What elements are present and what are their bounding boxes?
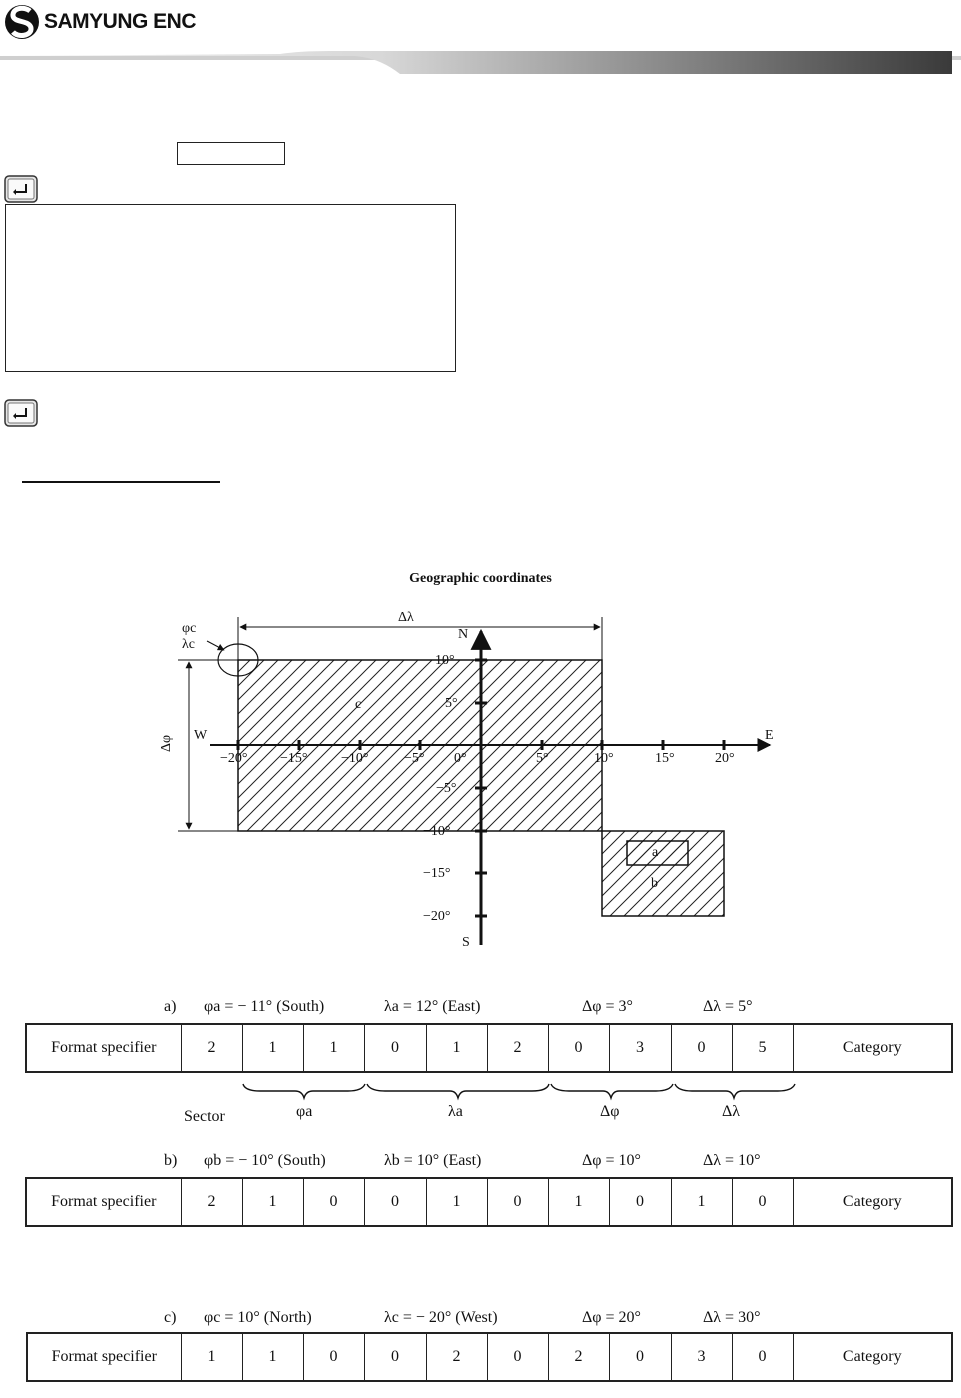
table-c-dlambda: Δλ = 30° bbox=[703, 1309, 761, 1326]
brace-phi-label: φa bbox=[296, 1103, 313, 1120]
lambda-c-label: λc bbox=[182, 637, 196, 652]
digit-cell: 0 bbox=[732, 1178, 793, 1226]
category-cell: Category bbox=[793, 1024, 952, 1072]
digit-cell: 0 bbox=[609, 1178, 671, 1226]
x-tick-label: −5° bbox=[404, 751, 425, 766]
table-c-letter: c) bbox=[164, 1309, 177, 1326]
brace-lambda-label: λa bbox=[448, 1103, 463, 1120]
digit-cell: 0 bbox=[303, 1178, 364, 1226]
dlambda-label: Δλ bbox=[398, 610, 414, 625]
digit-cell: 0 bbox=[487, 1178, 548, 1226]
x-tick-label: −15° bbox=[280, 751, 308, 766]
table-b-dlambda: Δλ = 10° bbox=[703, 1152, 761, 1169]
digit-cell: 0 bbox=[487, 1333, 548, 1381]
area-c-label: c bbox=[355, 697, 362, 712]
digit-cell: 1 bbox=[303, 1024, 364, 1072]
format-table-b bbox=[25, 1177, 953, 1227]
digit-cell: 2 bbox=[548, 1333, 609, 1381]
table-c-dphi: Δφ = 20° bbox=[582, 1309, 641, 1326]
y-tick-label: 5° bbox=[445, 696, 458, 711]
table-a-braces bbox=[0, 1078, 961, 1108]
y-tick-label: −15° bbox=[423, 866, 451, 881]
x-tick-label: 20° bbox=[715, 751, 735, 766]
digit-cell: 1 bbox=[242, 1024, 303, 1072]
x-tick-label: 10° bbox=[594, 751, 614, 766]
digit-cell: 3 bbox=[609, 1024, 671, 1072]
table-b-phi: φb = − 10° (South) bbox=[204, 1152, 326, 1169]
digit-cell: 2 bbox=[181, 1178, 242, 1226]
digit-cell: 0 bbox=[548, 1024, 609, 1072]
digit-cell: 1 bbox=[181, 1333, 242, 1381]
table-row bbox=[27, 1333, 952, 1381]
y-tick-label: −10° bbox=[423, 824, 451, 839]
south-label: S bbox=[462, 935, 470, 950]
digit-cell: 1 bbox=[671, 1178, 732, 1226]
digit-cell: 0 bbox=[303, 1333, 364, 1381]
x-tick-label: −10° bbox=[341, 751, 369, 766]
west-label: W bbox=[194, 728, 208, 743]
digit-cell: 0 bbox=[609, 1333, 671, 1381]
digit-cell: 1 bbox=[426, 1178, 487, 1226]
brace-dlambda-label: Δλ bbox=[722, 1103, 741, 1120]
table-a-phi: φa = − 11° (South) bbox=[204, 998, 325, 1015]
table-c-phi: φc = 10° (North) bbox=[204, 1309, 312, 1326]
table-a-dlambda: Δλ = 5° bbox=[703, 998, 753, 1015]
digit-cell: 1 bbox=[426, 1024, 487, 1072]
east-label: E bbox=[765, 728, 774, 743]
table-b-dphi: Δφ = 10° bbox=[582, 1152, 641, 1169]
x-tick-label: 15° bbox=[655, 751, 675, 766]
x-tick-label: 5° bbox=[536, 751, 549, 766]
north-label: N bbox=[458, 627, 469, 642]
y-tick-label: −20° bbox=[423, 909, 451, 924]
format-specifier-cell: Format specifier bbox=[27, 1333, 181, 1381]
y-tick-label: −5° bbox=[436, 781, 457, 796]
table-b-letter: b) bbox=[164, 1152, 178, 1169]
table-c-lambda: λc = − 20° (West) bbox=[384, 1309, 498, 1326]
digit-cell: 3 bbox=[671, 1333, 732, 1381]
table-b-lambda: λb = 10° (East) bbox=[384, 1152, 482, 1169]
digit-cell: 0 bbox=[671, 1024, 732, 1072]
dphi-label: Δφ bbox=[159, 734, 174, 752]
table-row bbox=[26, 1178, 952, 1226]
x-tick-label: −20° bbox=[220, 751, 248, 766]
table-a-lambda: λa = 12° (East) bbox=[384, 998, 481, 1015]
brand-name: SAMYUNG ENC bbox=[44, 10, 197, 33]
area-a-label: a bbox=[652, 845, 659, 860]
format-table-c bbox=[26, 1332, 953, 1382]
format-specifier-cell: Format specifier bbox=[26, 1178, 181, 1226]
y-tick-label: 10° bbox=[435, 653, 455, 668]
digit-cell: 0 bbox=[364, 1333, 426, 1381]
digit-cell: 5 bbox=[732, 1024, 793, 1072]
brace-dphi-label: Δφ bbox=[600, 1103, 620, 1120]
table-row bbox=[26, 1024, 952, 1072]
digit-cell: 1 bbox=[242, 1333, 303, 1381]
digit-cell: 2 bbox=[181, 1024, 242, 1072]
digit-cell: 2 bbox=[487, 1024, 548, 1072]
format-specifier-cell: Format specifier bbox=[26, 1024, 181, 1072]
x-tick-label: 0° bbox=[454, 751, 467, 766]
sector-label: Sector bbox=[184, 1108, 225, 1125]
digit-cell: 1 bbox=[242, 1178, 303, 1226]
category-cell: Category bbox=[793, 1333, 952, 1381]
category-cell: Category bbox=[793, 1178, 952, 1226]
digit-cell: 0 bbox=[732, 1333, 793, 1381]
phi-c-label: φc bbox=[182, 621, 197, 636]
area-b-label: b bbox=[651, 876, 658, 891]
digit-cell: 1 bbox=[548, 1178, 609, 1226]
table-a-letter: a) bbox=[164, 998, 177, 1015]
digit-cell: 0 bbox=[364, 1178, 426, 1226]
table-a-dphi: Δφ = 3° bbox=[582, 998, 633, 1015]
digit-cell: 2 bbox=[426, 1333, 487, 1381]
diagram-title: Geographic coordinates bbox=[409, 571, 552, 586]
digit-cell: 0 bbox=[364, 1024, 426, 1072]
format-table-a bbox=[25, 1023, 953, 1073]
